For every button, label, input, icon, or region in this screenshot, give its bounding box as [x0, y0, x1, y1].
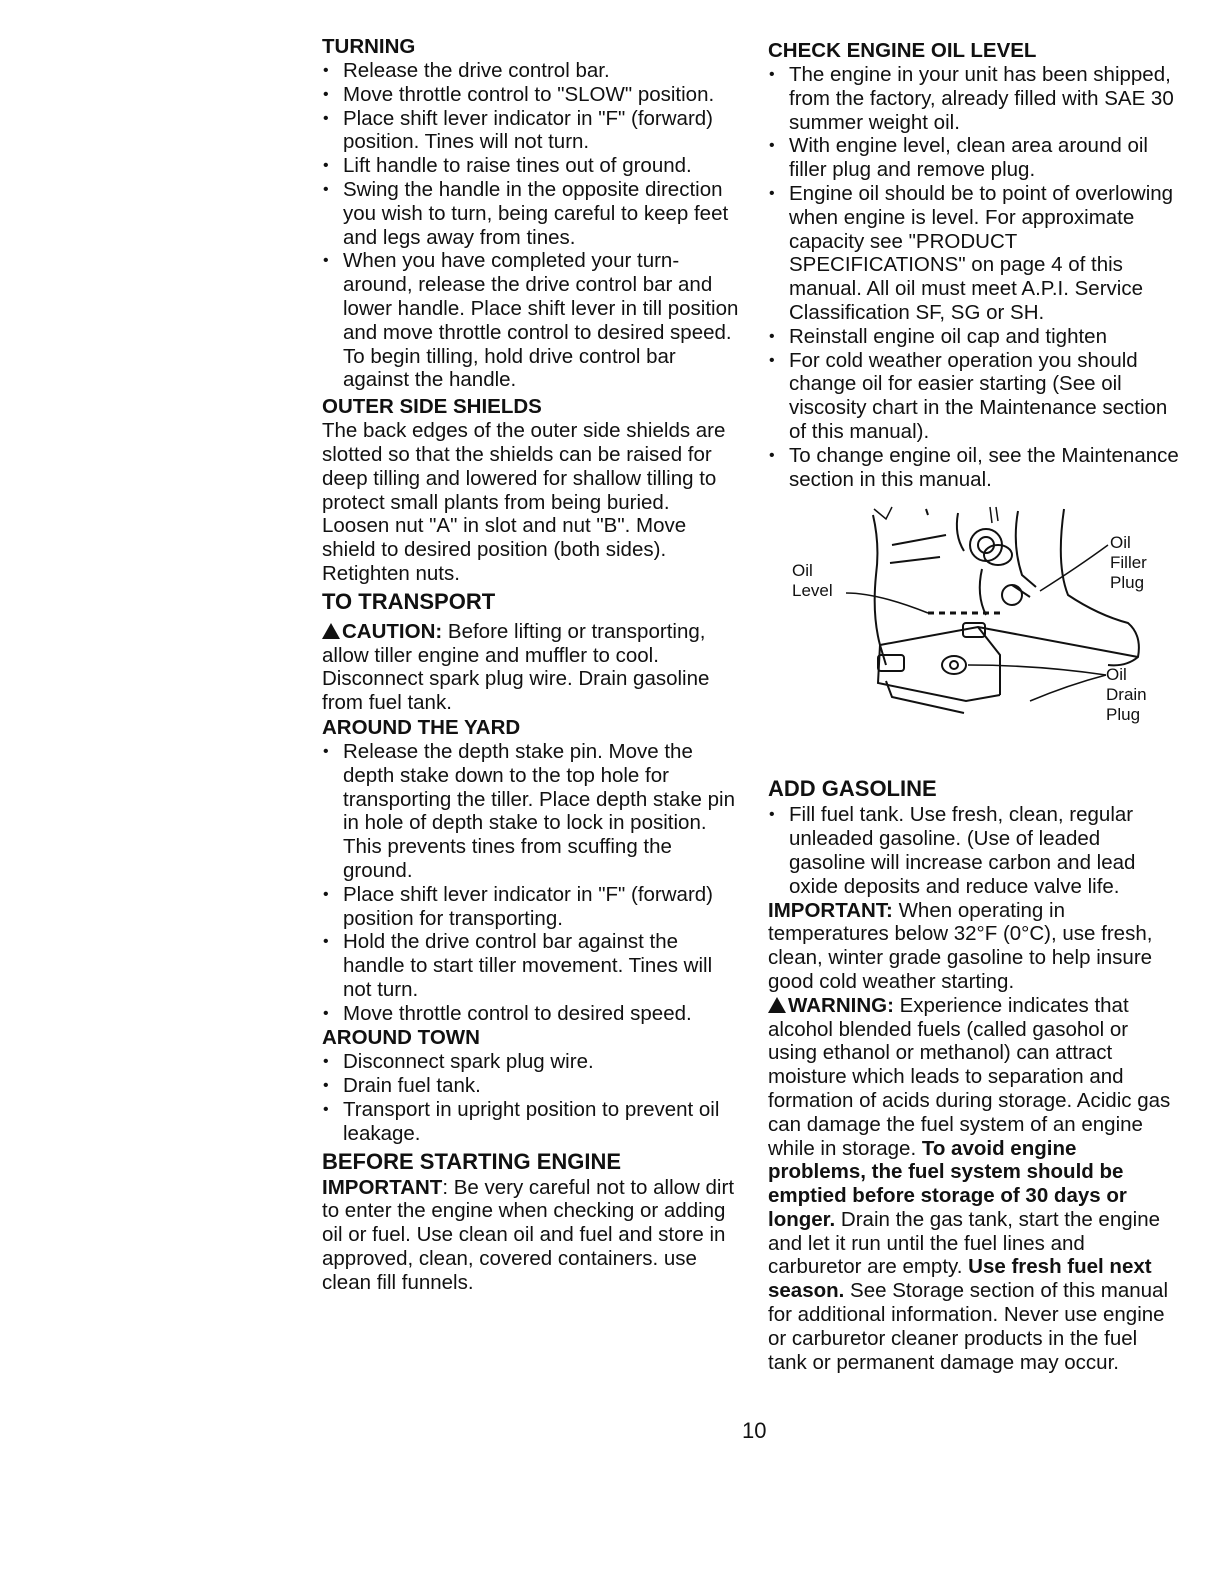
page-number: 10 [742, 1418, 767, 1443]
important-label: IMPORTANT [322, 1175, 443, 1199]
warning-triangle-icon [768, 997, 786, 1013]
caution-label: CAUTION: [342, 619, 443, 643]
list-item: • Release the depth stake pin. Move the depth stake down to the top hole for transporting the tiller. Place depth stake pin in hole of depth stake to lock in position. This prevents tines from scuffing the ground. [322, 740, 740, 883]
check-oil-list [768, 63, 1180, 491]
add-gasoline-heading: ADD GASOLINE [768, 776, 937, 802]
warning-text: Experience indicates that alcohol blended fuels (called gasohol or using ethanol or methanol) can attract moisture which leads to separation and formation of acids during storage. Acidic gas can damage the fuel system of an engine while in storage. [768, 993, 1171, 1160]
caution-triangle-icon [322, 623, 340, 639]
before-starting-section [322, 1148, 740, 1295]
important-text: : Be very careful not to allow dirt to enter the engine when checking or adding oil or fuel. Use clean oil and fuel and store in approved, clean, covered containers. use clean fill funnels. [322, 1175, 735, 1294]
warning-bold-text: Use fresh fuel next season. [768, 1255, 1152, 1303]
warning-bold-text: To avoid engine problems, the fuel system should be emptied before storage of 30 days or longer. [768, 1136, 1127, 1231]
before-starting-text [322, 1176, 740, 1295]
oil-level-label [792, 561, 833, 601]
list-item: • Fill fuel tank. Use fresh, clean, regular unleaded gasoline. (Use of leaded gasoline will increase carbon and lead oxide deposits and reduce valve life. [768, 803, 1180, 898]
right-column [768, 34, 1180, 1374]
important-text: When operating in temperatures below 32°F (0°C), use fresh, clean, winter grade gasoline to help insure good cold weather starting. [768, 898, 1153, 993]
oil-filler-plug-label-line: Plug [1110, 573, 1145, 593]
list-item: • Swing the handle in the opposite direction you wish to turn, being careful to keep feet and legs away from tines. [322, 178, 740, 249]
important-label: IMPORTANT: [768, 898, 893, 922]
around-the-yard-section [322, 715, 740, 1026]
list-item: • Release the drive control bar. [322, 59, 740, 83]
gasoline-warning-paragraph [768, 994, 1180, 1375]
list-item: • Place shift lever indicator in "F" (forward) position. Tines will not turn. [322, 107, 740, 155]
outer-side-shields-heading: OUTER SIDE SHIELDS [322, 395, 542, 419]
oil-drain-plug-label-line: Oil [1106, 665, 1127, 685]
outer-side-shields-text: The back edges of the outer side shields are slotted so that the shields can be raised for deep tilling and lowered for shallow tilling to protect small plants from being buried. Loosen nut "A" in slot and nut "B". Move shield to desired position (both sides). Retighten nuts. [322, 419, 726, 585]
to-transport-section [322, 588, 740, 715]
oil-level-label-line: Level [792, 581, 833, 601]
turning-section [322, 34, 740, 392]
list-item: • The engine in your unit has been shipped, from the factory, already filled with SAE 30 summer weight oil. [768, 63, 1180, 134]
list-item: • For cold weather operation you should change oil for easier starting (See oil viscosity chart in the Maintenance section of this manual). [768, 349, 1180, 444]
outer-side-shields-section [322, 394, 740, 586]
list-item: • Disconnect spark plug wire. [322, 1050, 740, 1074]
caution-text: Before lifting or transporting, allow tiller engine and muffler to cool. Disconnect spark plug wire. Drain gasoline from fuel tank. [322, 619, 710, 715]
list-item: • When you have completed your turn-around, release the drive control bar and lower handle. Place shift lever in till position and move throttle control to desired speed. To begin tilling, hold drive control bar against the handle. [322, 249, 740, 392]
oil-drain-plug-label-line: Plug [1106, 705, 1141, 725]
before-starting-heading: BEFORE STARTING ENGINE [322, 1148, 622, 1174]
add-gasoline-section [768, 775, 1180, 1374]
list-item: • With engine level, clean area around oil filler plug and remove plug. [768, 134, 1180, 182]
caution-paragraph [322, 620, 740, 715]
warning-text: Drain the gas tank, start the engine and let it run until the fuel lines and carburetor are empty. [768, 1207, 1160, 1279]
list-item: • Move throttle control to desired speed. [322, 1002, 740, 1026]
list-item: • Place shift lever indicator in "F" (forward) position for transporting. [322, 883, 740, 931]
to-transport-heading: TO TRANSPORT [322, 588, 496, 614]
list-item: • Transport in upright position to prevent oil leakage. [322, 1098, 740, 1146]
oil-filler-plug-label-line: Oil [1110, 533, 1131, 553]
warning-label: WARNING: [788, 993, 894, 1017]
check-oil-heading: CHECK ENGINE OIL LEVEL [768, 39, 1037, 62]
add-gasoline-list [768, 803, 1180, 898]
oil-filler-plug-label-line: Filler [1110, 553, 1147, 573]
list-item: • Drain fuel tank. [322, 1074, 740, 1098]
list-item: • Hold the drive control bar against the handle to start tiller movement. Tines will not turn. [322, 930, 740, 1001]
around-town-heading: AROUND TOWN [322, 1026, 480, 1050]
oil-drain-plug-label [1106, 665, 1147, 725]
gasoline-important-paragraph [768, 899, 1180, 994]
around-the-yard-heading: AROUND THE YARD [322, 715, 521, 739]
around-the-yard-list [322, 740, 740, 1026]
check-oil-section [768, 38, 1180, 491]
list-item: • Reinstall engine oil cap and tighten [768, 325, 1180, 349]
list-item: • Lift handle to raise tines out of ground. [322, 154, 740, 178]
list-item: • To change engine oil, see the Maintenance section in this manual. [768, 444, 1180, 492]
engine-oil-diagram [768, 505, 1180, 755]
turning-list [322, 59, 740, 392]
around-town-list [322, 1050, 740, 1145]
oil-filler-plug-label [1110, 533, 1147, 593]
list-item: • Move throttle control to "SLOW" position. [322, 83, 740, 107]
warning-text: See Storage section of this manual for additional information. Never use engine or carburetor cleaner products in the fuel tank or permanent damage may occur. [768, 1279, 1168, 1374]
oil-level-label-line: Oil [792, 561, 813, 581]
turning-heading: TURNING [322, 35, 416, 58]
around-town-section [322, 1025, 740, 1145]
left-column [322, 34, 740, 1295]
list-item: • Engine oil should be to point of overlowing when engine is level. For approximate capacity see "PRODUCT SPECIFICATIONS" on page 4 of this manual. All oil must meet A.P.I. Service Classification SF, SG or SH. [768, 182, 1180, 325]
oil-drain-plug-label-line: Drain [1106, 685, 1147, 705]
